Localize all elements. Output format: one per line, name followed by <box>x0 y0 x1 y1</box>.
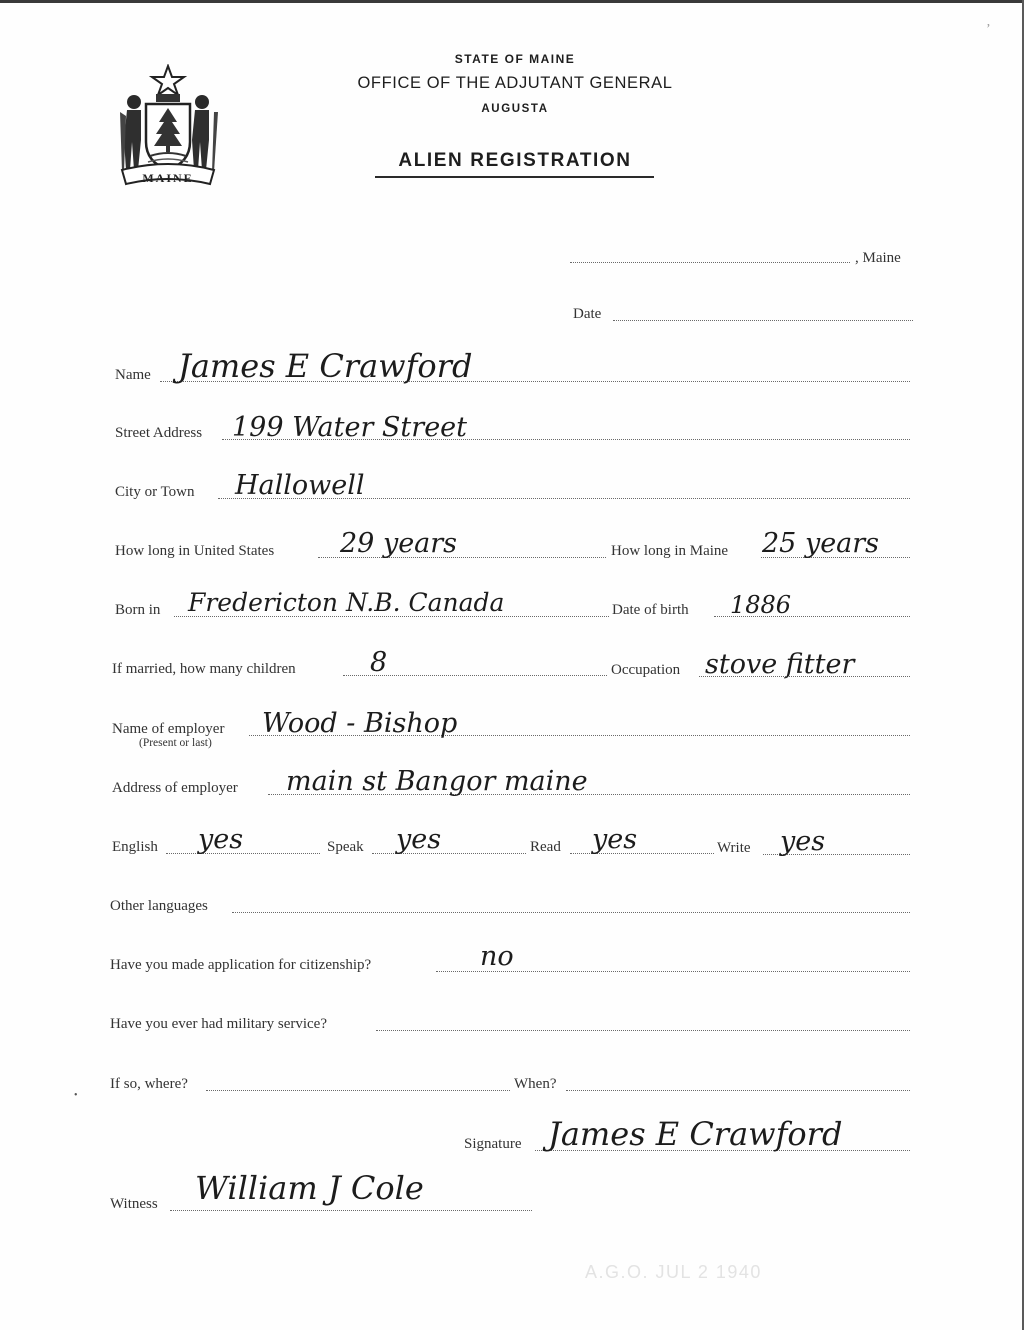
how-long-maine-label: How long in Maine <box>611 543 729 559</box>
street-address-value: 199 Water Street <box>232 412 467 443</box>
header-city: AUGUSTA <box>481 103 549 115</box>
scan-mark: • <box>74 1090 78 1101</box>
maine-seal-icon <box>112 64 224 190</box>
where-label: If so, where? <box>110 1076 188 1092</box>
military-label: Have you ever had military service? <box>110 1016 327 1032</box>
where-line[interactable] <box>206 1090 510 1091</box>
born-in-label: Born in <box>115 602 161 618</box>
when-line[interactable] <box>566 1090 910 1091</box>
date-line[interactable] <box>613 320 913 321</box>
date-of-birth-value: 1886 <box>730 591 792 619</box>
scan-edge-top <box>0 0 1024 3</box>
received-stamp: A.G.O. JUL 2 1940 <box>585 1262 762 1282</box>
when-label: When? <box>514 1076 557 1092</box>
employer-address-label: Address of employer <box>112 780 238 796</box>
other-languages-line[interactable] <box>232 912 910 913</box>
write-value: yes <box>780 826 826 857</box>
children-label: If married, how many children <box>112 661 296 677</box>
street-address-label: Street Address <box>115 425 203 441</box>
date-of-birth-label: Date of birth <box>612 602 689 618</box>
place-suffix-label: , Maine <box>855 250 901 266</box>
header-office: OFFICE OF THE ADJUTANT GENERAL <box>357 74 673 92</box>
employer-note: (Present or last) <box>139 737 212 749</box>
signature-value: James E Crawford <box>548 1115 843 1153</box>
citizenship-label: Have you made application for citizenship? <box>110 957 372 973</box>
occupation-label: Occupation <box>611 662 681 678</box>
born-in-value: Fredericton N.B. Canada <box>188 588 505 617</box>
speak-value: yes <box>396 824 442 855</box>
city-label: City or Town <box>115 484 195 500</box>
scan-mark: ʼ <box>986 22 991 37</box>
title-underline <box>375 176 654 178</box>
military-line[interactable] <box>376 1030 910 1031</box>
witness-value: William J Cole <box>195 1169 424 1207</box>
write-label: Write <box>717 840 751 856</box>
english-line[interactable] <box>166 853 320 854</box>
english-label: English <box>112 839 158 855</box>
read-value: yes <box>592 824 638 855</box>
witness-line[interactable] <box>170 1210 532 1211</box>
how-long-maine-value: 25 years <box>762 528 880 559</box>
form-title: ALIEN REGISTRATION <box>398 150 632 171</box>
employer-label: Name of employer <box>112 721 225 737</box>
other-languages-label: Other languages <box>110 898 208 914</box>
read-label: Read <box>530 839 561 855</box>
citizenship-value: no <box>480 941 514 972</box>
employer-address-value: main st Bangor maine <box>286 766 588 797</box>
header-state: STATE OF MAINE <box>454 52 576 66</box>
name-value: James E Crawford <box>178 347 473 385</box>
witness-label: Witness <box>110 1196 158 1212</box>
seal-banner-text: MAINE <box>142 171 194 185</box>
signature-label: Signature <box>464 1136 522 1152</box>
how-long-us-value: 29 years <box>340 528 458 559</box>
employer-value: Wood - Bishop <box>262 708 458 739</box>
how-long-us-label: How long in United States <box>115 543 275 559</box>
place-line[interactable] <box>570 262 850 263</box>
name-label: Name <box>115 367 151 383</box>
occupation-value: stove fitter <box>705 649 855 680</box>
english-value: yes <box>198 824 244 855</box>
speak-label: Speak <box>327 839 364 855</box>
children-value: 8 <box>370 647 388 678</box>
city-value: Hallowell <box>235 470 365 501</box>
date-label: Date <box>573 306 602 322</box>
